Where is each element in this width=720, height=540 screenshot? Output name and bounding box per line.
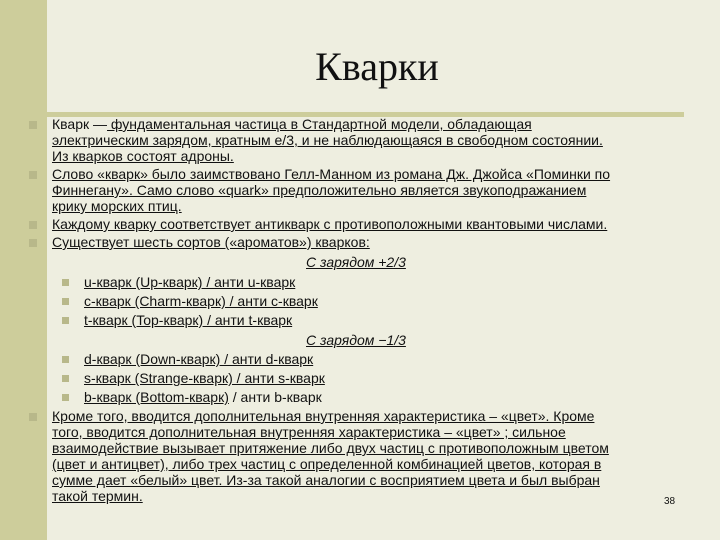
definition-line-2[interactable]: электрическим зарядом, кратным e/3, и не наблюдающаяся в свободном состоянии. bbox=[52, 132, 603, 148]
bottom-quark-anti: / анти b-кварк bbox=[228, 389, 322, 405]
sub-bullet-square-icon bbox=[62, 375, 69, 382]
quark-item-top[interactable]: t-кварк (Top-кварк) / анти t-кварк bbox=[84, 312, 293, 328]
colour-line-4: (цвет и антицвет), либо трех частиц с определенной комбинацией цветов, которая в bbox=[52, 456, 602, 472]
bullet-colour-charge[interactable] bbox=[52, 408, 692, 504]
origin-line-2: Финнегану». Само слово «quark» предположительно является звукоподражанием bbox=[52, 182, 587, 198]
bullet-square-icon bbox=[29, 221, 37, 229]
colour-line-3: взаимодействие вызывает притяжение либо двух частиц с противоположным цветом bbox=[52, 440, 609, 456]
quark-item-charm[interactable]: c-кварк (Charm-кварк) / анти c-кварк bbox=[84, 293, 318, 309]
colour-line-2: того, вводится дополнительная внутренняя характеристика – «цвет» ; сильное bbox=[52, 424, 566, 440]
bottom-quark-link[interactable]: b-кварк (Bottom-кварк) bbox=[84, 389, 229, 405]
sub-bullet-square-icon bbox=[62, 356, 69, 363]
bullet-flavours[interactable] bbox=[52, 234, 692, 250]
bullet-square-icon bbox=[29, 413, 37, 421]
quark-item-down[interactable]: d-кварк (Down-кварк) / анти d-кварк bbox=[84, 351, 314, 367]
charge-heading-negative: С зарядом −1/3 bbox=[306, 332, 406, 348]
definition-link[interactable]: фундаментальная частица в Стандартной модели, обладающая bbox=[107, 116, 532, 132]
quark-item-strange[interactable]: s-кварк (Strange-кварк) / анти s-кварк bbox=[84, 370, 325, 386]
bullet-quark-definition bbox=[52, 116, 692, 164]
antiquark-line: Каждому кварку соответствует антикварк с противоположными квантовыми числами. bbox=[52, 216, 608, 232]
quark-item-bottom bbox=[84, 389, 322, 405]
flavours-line: Существует шесть сортов («ароматов») кварков: bbox=[52, 234, 370, 250]
origin-line-3: крику морских птиц. bbox=[52, 198, 182, 214]
bullet-square-icon bbox=[29, 171, 37, 179]
definition-line-3[interactable]: Из кварков состоят адроны. bbox=[52, 148, 234, 164]
bullet-square-icon bbox=[29, 121, 37, 129]
sub-bullet-square-icon bbox=[62, 317, 69, 324]
bullet-antiquark[interactable] bbox=[52, 216, 692, 232]
colour-line-1: Кроме того, вводится дополнительная внутренняя характеристика – «цвет». Кроме bbox=[52, 408, 595, 424]
colour-line-5: сумме дает «белый» цвет. Из-за такой аналогии с восприятием цвета и был выбран bbox=[52, 472, 600, 488]
sub-bullet-square-icon bbox=[62, 394, 69, 401]
bullet-square-icon bbox=[29, 239, 37, 247]
slide-title: Кварки bbox=[315, 44, 439, 89]
origin-line-1: Слово «кварк» было заимствовано Гелл-Манном из романа Дж. Джойса «Поминки по bbox=[52, 166, 611, 182]
quark-term: Кварк — bbox=[52, 116, 108, 132]
sub-bullet-square-icon bbox=[62, 279, 69, 286]
sub-bullet-square-icon bbox=[62, 298, 69, 305]
page-number: 38 bbox=[664, 496, 676, 507]
quark-item-up[interactable]: u-кварк (Up-кварк) / анти u-кварк bbox=[84, 274, 296, 290]
colour-line-6: такой термин. bbox=[52, 488, 143, 504]
bullet-word-origin[interactable] bbox=[52, 166, 692, 214]
charge-heading-positive: С зарядом +2/3 bbox=[306, 254, 406, 270]
left-sidebar-decoration bbox=[0, 0, 47, 540]
